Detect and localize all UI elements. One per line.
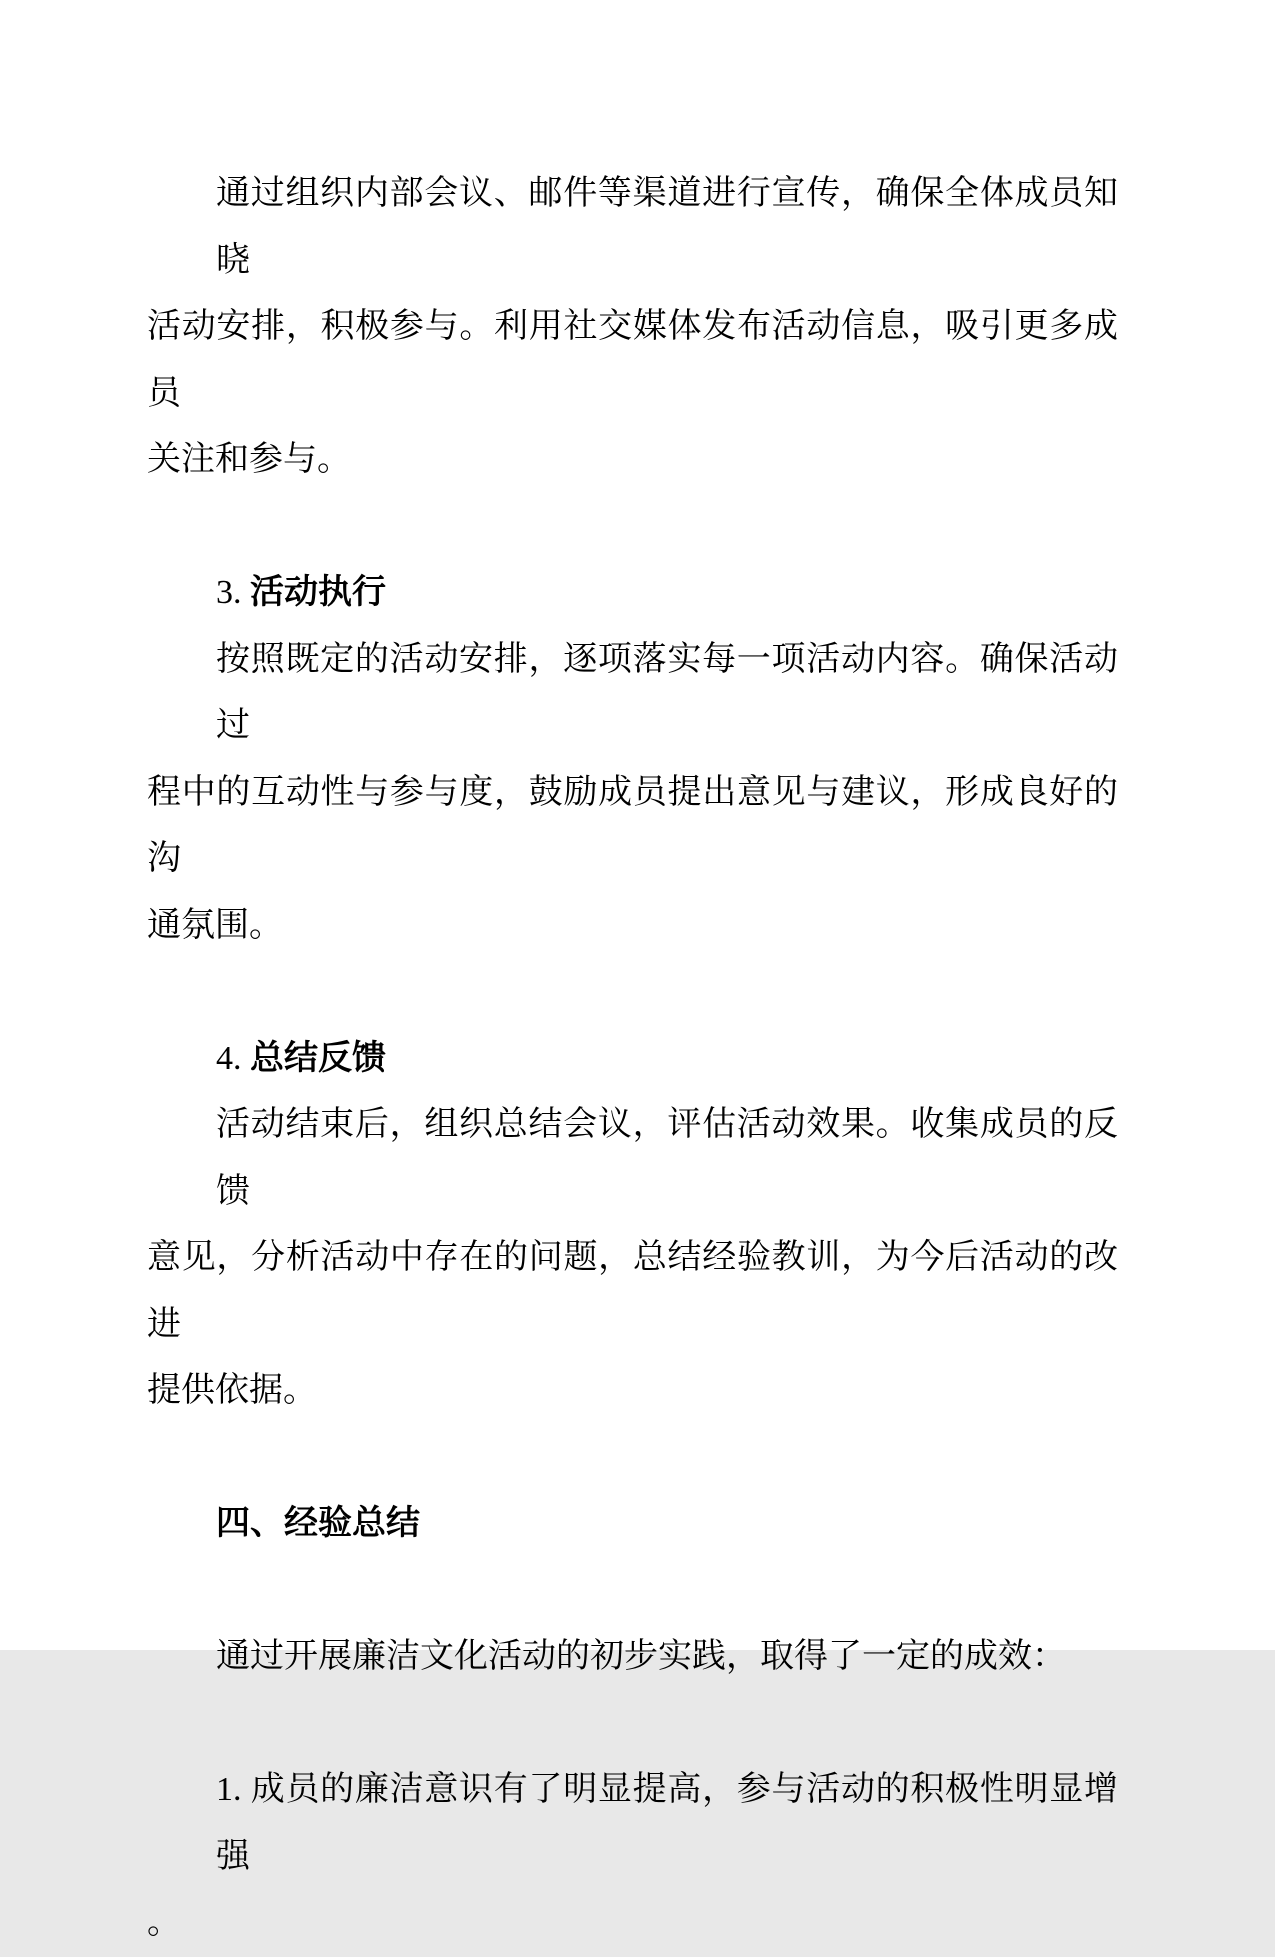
paragraph <box>147 1624 1118 1691</box>
text-line: 通过开展廉洁文化活动的初步实践，取得了一定的成效： <box>216 1638 1066 1675</box>
text-line: 提供依据。 <box>147 1372 317 1409</box>
section-heading <box>147 1491 1118 1558</box>
section-heading <box>147 560 1118 627</box>
text-line: 活动结束后，组织总结会议，评估活动效果。收集成员的反馈 <box>216 1106 1118 1210</box>
heading-number: 四、 <box>216 1505 284 1542</box>
text-line: 关注和参与。 <box>147 441 351 478</box>
text-line: 通氛围。 <box>147 906 283 944</box>
text-line: 。 <box>147 1904 181 1941</box>
paragraph <box>147 161 1118 494</box>
text-line: 按照既定的活动安排，逐项落实每一项活动内容。确保活动过 <box>216 640 1118 744</box>
text-line: 意见，分析活动中存在的问题，总结经验教训，为今后活动的改进 <box>147 1239 1118 1343</box>
paragraph <box>147 627 1118 960</box>
heading-line <box>147 1026 1118 1093</box>
paragraph <box>147 1092 1118 1425</box>
heading-number: 3. <box>216 574 250 611</box>
document-body <box>147 161 1118 1957</box>
text-line: 1. 成员的廉洁意识有了明显提高，参与活动的积极性明显增强 <box>216 1771 1118 1875</box>
text-line: 活动安排，积极参与。利用社交媒体发布活动信息，吸引更多成员 <box>147 308 1118 412</box>
paragraph <box>147 1757 1118 1957</box>
heading-line <box>147 560 1118 627</box>
heading-text: 活动执行 <box>250 574 386 611</box>
heading-line <box>147 1491 1118 1558</box>
text-line: 通过组织内部会议、邮件等渠道进行宣传，确保全体成员知晓 <box>216 175 1118 279</box>
section-heading <box>147 1026 1118 1093</box>
text-line: 程中的互动性与参与度，鼓励成员提出意见与建议，形成良好的沟 <box>147 773 1118 877</box>
heading-text: 总结反馈 <box>250 1039 386 1077</box>
heading-number: 4. <box>216 1039 250 1077</box>
heading-text: 经验总结 <box>284 1505 420 1542</box>
